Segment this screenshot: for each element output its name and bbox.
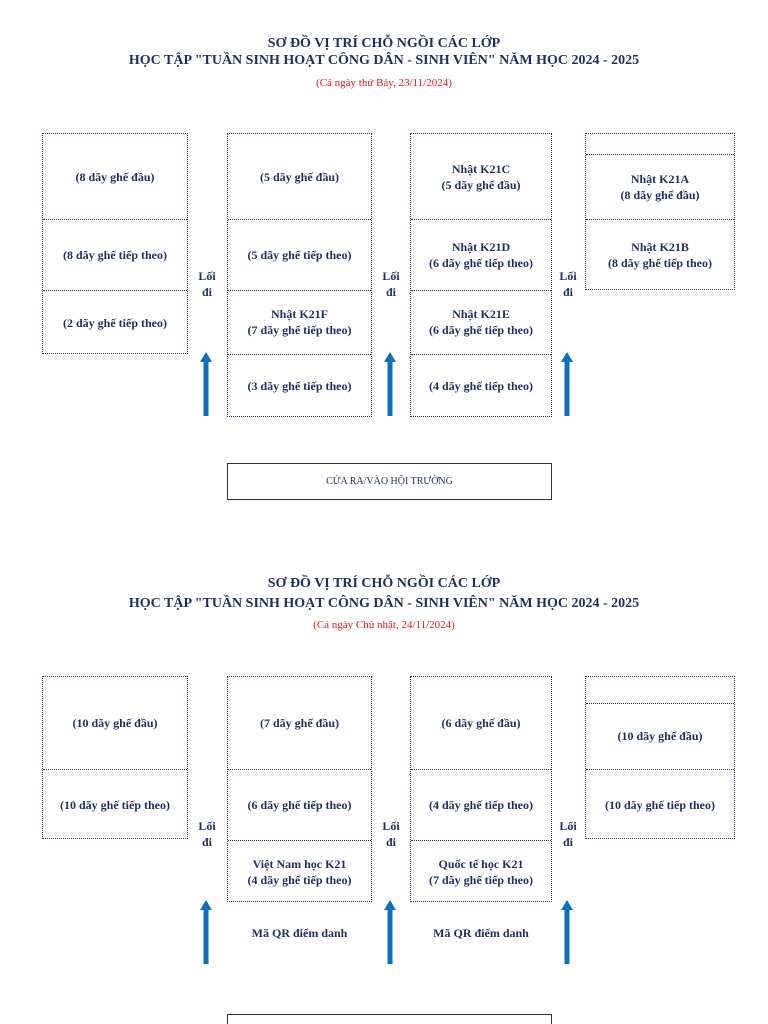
s2-qr-attendance-label-2: Mã QR điểm danh	[433, 926, 529, 940]
s1-b1-row1: (8 dãy ghế đầu)	[75, 169, 155, 184]
up-arrow-icon	[384, 352, 396, 416]
s2-b3-row2: (4 dãy ghế tiếp theo)	[429, 797, 533, 812]
up-arrow-icon	[561, 900, 573, 964]
s2-b4-row1: (10 dãy ghế đầu)	[617, 729, 703, 743]
s2-seat-block-3	[410, 676, 552, 902]
s1-b3-row4: (4 dãy ghế tiếp theo)	[429, 379, 533, 393]
up-arrow-icon	[561, 352, 573, 416]
section2-title-line2: HỌC TẬP "TUẦN SINH HOẠT CÔNG DÂN - SINH VIÊN" NĂM HỌC 2024 - 2025	[128, 596, 640, 611]
s1-b2-row1: (5 dãy ghế đầu)	[259, 169, 339, 184]
s1-aisle-label-2: Lối đi	[382, 269, 400, 299]
s2-aisle-label-2: Lối đi	[382, 819, 400, 849]
s1-b4-row1: Nhật K21A (8 dãy ghế đầu)	[620, 171, 700, 202]
s2-hall-door-partial	[227, 1014, 552, 1024]
s1-b4-row2: Nhật K21B (8 dãy ghế tiếp theo)	[608, 240, 712, 270]
section1-title-line2: HỌC TẬP "TUẦN SINH HOẠT CÔNG DÂN - SINH VIÊN" NĂM HỌC 2024 - 2025	[128, 53, 640, 68]
s2-b4-row2: (10 dãy ghế tiếp theo)	[605, 797, 715, 812]
s1-b2-row4: (3 dãy ghế tiếp theo)	[247, 379, 352, 393]
s2-seat-block-4	[585, 676, 735, 839]
s2-b3-row1: (6 dãy ghế đầu)	[441, 716, 521, 730]
section2-title-line1: SƠ ĐỒ VỊ TRÍ CHỖ NGỒI CÁC LỚP	[267, 576, 501, 591]
section1-date: (Cả ngày thứ Bảy, 23/11/2024)	[316, 77, 452, 89]
s1-hall-door: CỬA RA/VÀO HỘI TRƯỜNG	[227, 463, 552, 500]
s2-b2-row2: (6 dãy ghế tiếp theo)	[247, 797, 352, 812]
s1-seat-block-4	[585, 133, 735, 290]
s2-b1-row1: (10 dãy ghế đầu)	[72, 716, 158, 730]
s1-aisle-label-3: Lối đi	[559, 269, 577, 299]
s2-b1-row2: (10 dãy ghế tiếp theo)	[60, 797, 170, 812]
s1-b1-row2: (8 dãy ghế tiếp theo)	[63, 247, 167, 262]
s1-seat-block-1	[42, 133, 188, 354]
s2-seat-block-2	[227, 676, 372, 902]
s1-b3-row1: Nhật K21C (5 dãy ghế đầu)	[441, 161, 521, 192]
s2-b3-row3: Quốc tế học K21 (7 dãy ghế tiếp theo)	[429, 856, 533, 887]
s2-b2-row1: (7 dãy ghế đầu)	[259, 716, 339, 730]
s2-qr-attendance-label-1: Mã QR điểm danh	[251, 926, 348, 940]
up-arrow-icon	[200, 900, 212, 964]
s1-b1-row3: (2 dãy ghế tiếp theo)	[63, 315, 167, 330]
s1-b3-row2: Nhật K21D (6 dãy ghế tiếp theo)	[429, 239, 533, 270]
section2-date: (Cả ngày Chủ nhật, 24/11/2024)	[313, 619, 455, 631]
s2-aisle-label-1: Lối đi	[198, 819, 216, 849]
s1-b2-row3: Nhật K21F (7 dãy ghế tiếp theo)	[247, 307, 352, 337]
s1-seat-block-3	[410, 133, 552, 417]
s2-aisle-label-3: Lối đi	[559, 819, 577, 849]
up-arrow-icon	[200, 352, 212, 416]
s1-seat-block-2	[227, 133, 372, 417]
s1-b3-row3: Nhật K21E (6 dãy ghế tiếp theo)	[429, 307, 533, 337]
s2-b2-row3: Việt Nam học K21 (4 dãy ghế tiếp theo)	[247, 856, 352, 887]
up-arrow-icon	[384, 900, 396, 964]
s1-aisle-label-1: Lối đi	[198, 269, 216, 299]
s2-seat-block-1	[42, 676, 188, 839]
section1-title-line1: SƠ ĐỒ VỊ TRÍ CHỖ NGỒI CÁC LỚP	[267, 36, 501, 51]
s1-b2-row2: (5 dãy ghế tiếp theo)	[247, 247, 352, 262]
